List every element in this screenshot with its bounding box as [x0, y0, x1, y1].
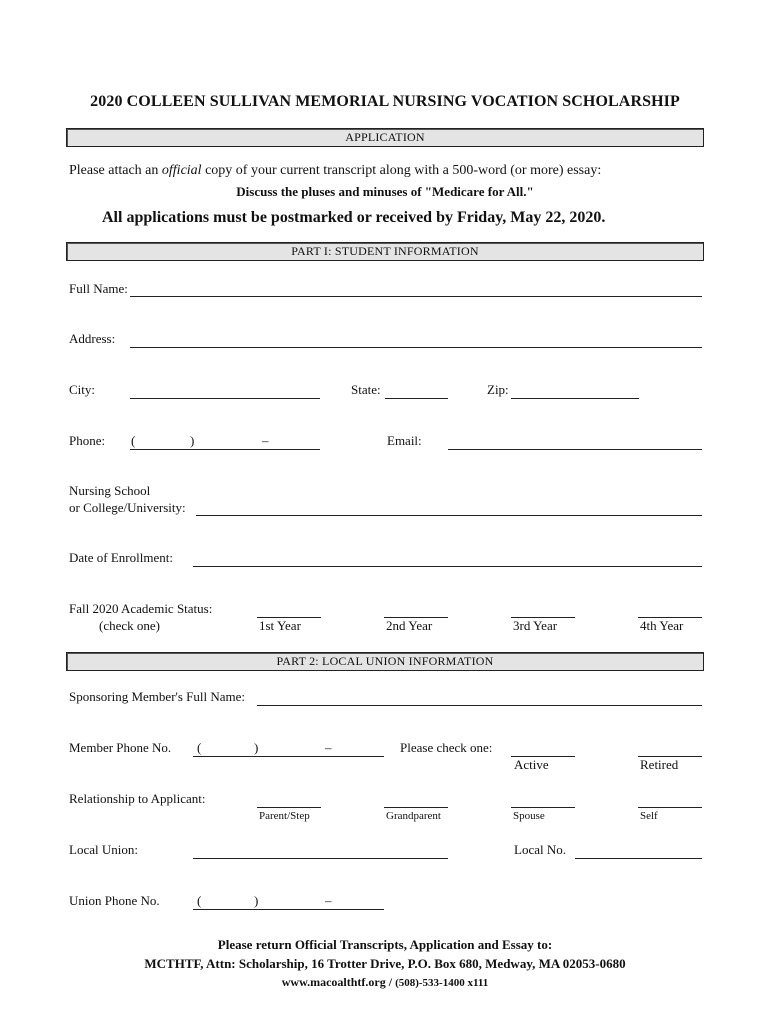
school-field[interactable]: [196, 515, 702, 516]
deadline-notice: All applications must be postmarked or received by Friday, May 22, 2020.: [102, 209, 606, 226]
spouse-label: Spouse: [513, 810, 545, 822]
address-field[interactable]: [130, 347, 702, 348]
email-field[interactable]: [448, 449, 702, 450]
member-phone-open-paren: (: [197, 740, 202, 755]
local-no-label: Local No.: [514, 842, 566, 857]
footer-address-line: MCTHTF, Attn: Scholarship, 16 Trotter Drive, P.O. Box 680, Medway, MA 02053-0680: [144, 956, 626, 971]
email-label: Email:: [387, 433, 422, 448]
application-heading: APPLICATION: [345, 130, 425, 144]
union-phone-dash: –: [325, 893, 332, 908]
sponsor-field[interactable]: [257, 705, 702, 706]
part2-heading: PART 2: LOCAL UNION INFORMATION: [276, 654, 494, 668]
application-section-bar: [66, 128, 704, 147]
phone-close-paren: ): [190, 433, 195, 448]
phone-dash: –: [262, 433, 269, 448]
union-phone-close-paren: ): [254, 893, 259, 908]
check-one-label: Please check one:: [400, 740, 493, 755]
union-phone-field[interactable]: [193, 909, 384, 910]
member-phone-close-paren: ): [254, 740, 259, 755]
full-name-label: Full Name:: [69, 281, 128, 296]
footer-return-line: Please return Official Transcripts, Application and Essay to:: [217, 937, 553, 952]
spouse-checkbox[interactable]: [511, 807, 575, 808]
local-union-field[interactable]: [193, 858, 448, 859]
essay-prompt: Discuss the pluses and minuses of "Medicare for All.": [236, 184, 534, 199]
address-label: Address:: [69, 331, 116, 346]
footer-contact-line: [0, 975, 770, 990]
instructions-prefix: Please attach an: [69, 163, 159, 178]
enrollment-label: Date of Enrollment:: [69, 550, 173, 565]
instructions-official: official: [161, 163, 202, 178]
footer-website-link[interactable]: www.macoalthtf.org: [281, 975, 386, 989]
phone-open-paren: (: [131, 433, 136, 448]
grandparent-checkbox[interactable]: [384, 807, 448, 808]
school-label-line1: Nursing School: [69, 483, 151, 498]
instructions-line: [69, 163, 601, 179]
self-label: Self: [640, 810, 658, 822]
phone-field[interactable]: [130, 449, 320, 450]
page-title: 2020 COLLEEN SULLIVAN MEMORIAL NURSING VOCATION SCHOLARSHIP: [90, 93, 680, 110]
relationship-label: Relationship to Applicant:: [69, 791, 206, 806]
enrollment-field[interactable]: [193, 566, 702, 567]
active-label: Active: [514, 757, 549, 772]
member-phone-dash: –: [325, 740, 332, 755]
parent-step-label: Parent/Step: [259, 810, 310, 822]
local-union-label: Local Union:: [69, 842, 138, 857]
status-2nd-year-label: 2nd Year: [386, 618, 433, 633]
city-label: City:: [69, 382, 96, 397]
part1-heading: PART I: STUDENT INFORMATION: [291, 244, 479, 258]
sponsor-label: Sponsoring Member's Full Name:: [69, 689, 246, 704]
part2-section-bar: [66, 652, 704, 671]
member-phone-label: Member Phone No.: [69, 740, 172, 755]
status-label: Fall 2020 Academic Status:: [69, 601, 213, 616]
footer-separator: /: [385, 975, 396, 989]
status-3rd-year-label: 3rd Year: [513, 618, 558, 633]
union-phone-open-paren: (: [197, 893, 202, 908]
part1-section-bar: [66, 242, 704, 261]
member-phone-field[interactable]: [193, 756, 384, 757]
city-field[interactable]: [130, 398, 320, 399]
school-label-line2: or College/University:: [69, 500, 186, 515]
footer-phone: (508)-533-1400 x111: [395, 977, 489, 989]
status-4th-year-label: 4th Year: [640, 618, 684, 633]
state-label: State:: [351, 382, 381, 397]
status-sub-label: (check one): [99, 618, 160, 633]
self-checkbox[interactable]: [638, 807, 702, 808]
full-name-field[interactable]: [130, 296, 702, 297]
zip-label: Zip:: [487, 382, 509, 397]
status-1st-year-label: 1st Year: [259, 618, 301, 633]
state-field[interactable]: [385, 398, 448, 399]
grandparent-label: Grandparent: [386, 810, 441, 822]
parent-step-checkbox[interactable]: [257, 807, 321, 808]
union-phone-label: Union Phone No.: [69, 893, 160, 908]
instructions-suffix: copy of your current transcript along with a 500-word (or more) essay:: [205, 163, 602, 178]
local-no-field[interactable]: [575, 858, 702, 859]
retired-label: Retired: [640, 757, 679, 772]
zip-field[interactable]: [511, 398, 639, 399]
phone-label: Phone:: [69, 433, 106, 448]
